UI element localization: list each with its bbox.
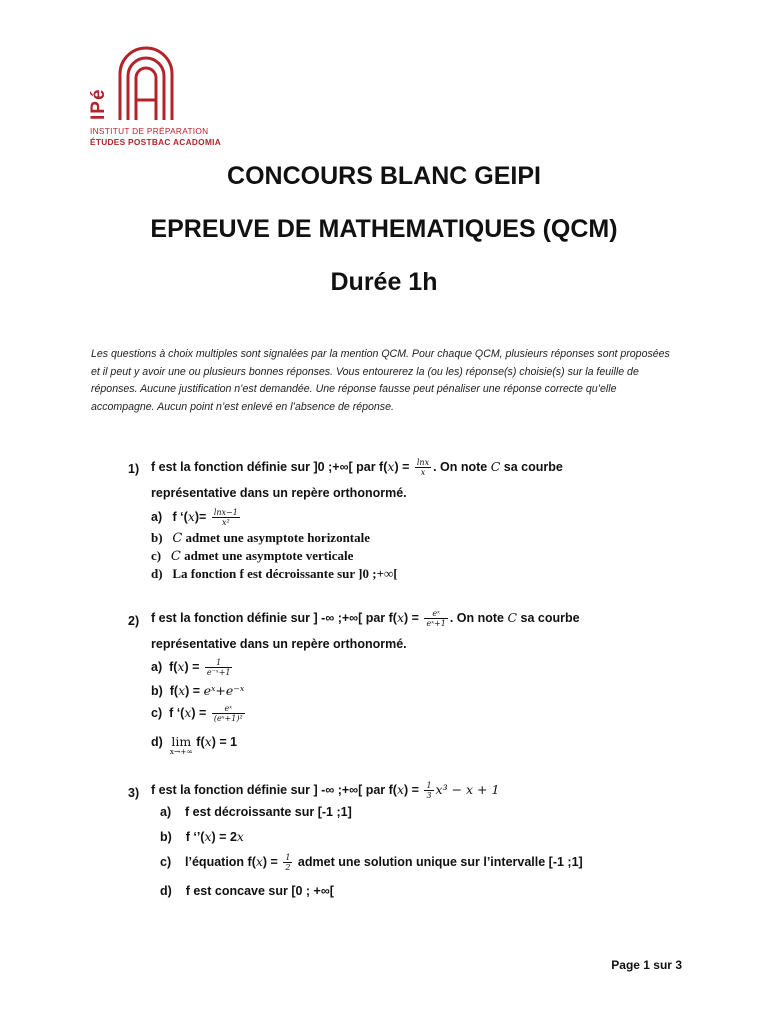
instructions-paragraph: Les questions à choix multiples sont signalées par la mention QCM. Pour chaque QCM, plusieurs réponses sont proposées et il peut y avoir une ou plusieurs bonnes réponses. Vous entourerez la (ou les) réponse(s) choisie(s) sur la feuille de réponses. Aucune justification n’est demandée. Une réponse fausse peut pénaliser une réponse correcte qu’elle accompagne. Aucun point n’est enlevé en l’absence de réponse. (91, 348, 670, 413)
q1-number: 1) (128, 462, 140, 476)
institute-logo (86, 44, 226, 154)
logo-line-2: ÉTUDES POSTBAC ACADOMIA (90, 137, 222, 147)
q2-option-a: a) f(x) = $\frac{1}{\text{e⁻ˣ+1}}$ (151, 658, 231, 677)
title-exam: EPREUVE DE MATHEMATIQUES (QCM) (150, 215, 618, 243)
q2-stem: f est la fonction définie sur ] -∞ ;+∞[ par f(x) = $\frac{\text{eˣ}}{\text{eˣ+1}}$ . On note C sa courbe (151, 609, 580, 628)
q2-number: 2) (128, 614, 140, 628)
title-contest: CONCOURS BLANC GEIPI (227, 162, 541, 190)
q2-option-d: d) lim x→+∞ f(x) = 1 (151, 734, 238, 756)
logo-line-1: INSTITUT DE PRÉPARATION (90, 126, 209, 136)
q3-number: 3) (128, 786, 140, 800)
q2-stem-line2: représentative dans un repère orthonormé. (151, 637, 407, 651)
title-duration: Durée 1h (330, 268, 438, 296)
q3-option-b: b) f ‘’(x) = 2x (160, 829, 244, 844)
q3-option-c: c) l’équation f(x) = $\frac{1}{2}$ admet une solution unique sur l’intervalle [-1 ;1] (160, 853, 583, 872)
q2-option-c: c) f ‘(x) = $\frac{\text{eˣ}}{\text{(eˣ+1)²}}$ (151, 704, 243, 723)
q1-option-a: a) f ‘(x)= $\frac{\ln x-1}{\text{x²}}$ (151, 508, 238, 527)
q1-stem: f est la fonction définie sur ]0 ;+∞[ par f(x) = $\frac{\ln x}{x}$ . On note C sa courbe (151, 458, 563, 477)
q2-fraction: $\frac{\text{eˣ}}{\text{eˣ+1}}$ (426, 609, 446, 628)
logo-letters: IPé (88, 88, 109, 120)
q1-fraction: $\frac{\ln x}{x}$ (416, 458, 430, 477)
page-number: Page 1 sur 3 (611, 958, 682, 972)
q3-option-d: d) f est concave sur [0 ; +∞[ (160, 884, 334, 898)
arch-logo-icon (116, 44, 176, 122)
q1-option-d: d) La fonction f est décroissante sur ]0 ;+∞[ (151, 566, 398, 581)
q1-option-b: b) C admet une asymptote horizontale (151, 530, 371, 546)
q2-option-b: b) f(x) = eˣ+e⁻ˣ (151, 683, 245, 698)
q1-stem-line2: représentative dans un repère orthonormé. (151, 486, 407, 500)
q1-option-c: c) C admet une asymptote verticale (151, 548, 354, 564)
q3-option-a: a) f est décroissante sur [-1 ;1] (160, 805, 352, 819)
q3-stem: f est la fonction définie sur ] -∞ ;+∞[ par f(x) = $\frac{1}{3}$ x³ − x + 1 (151, 781, 500, 800)
